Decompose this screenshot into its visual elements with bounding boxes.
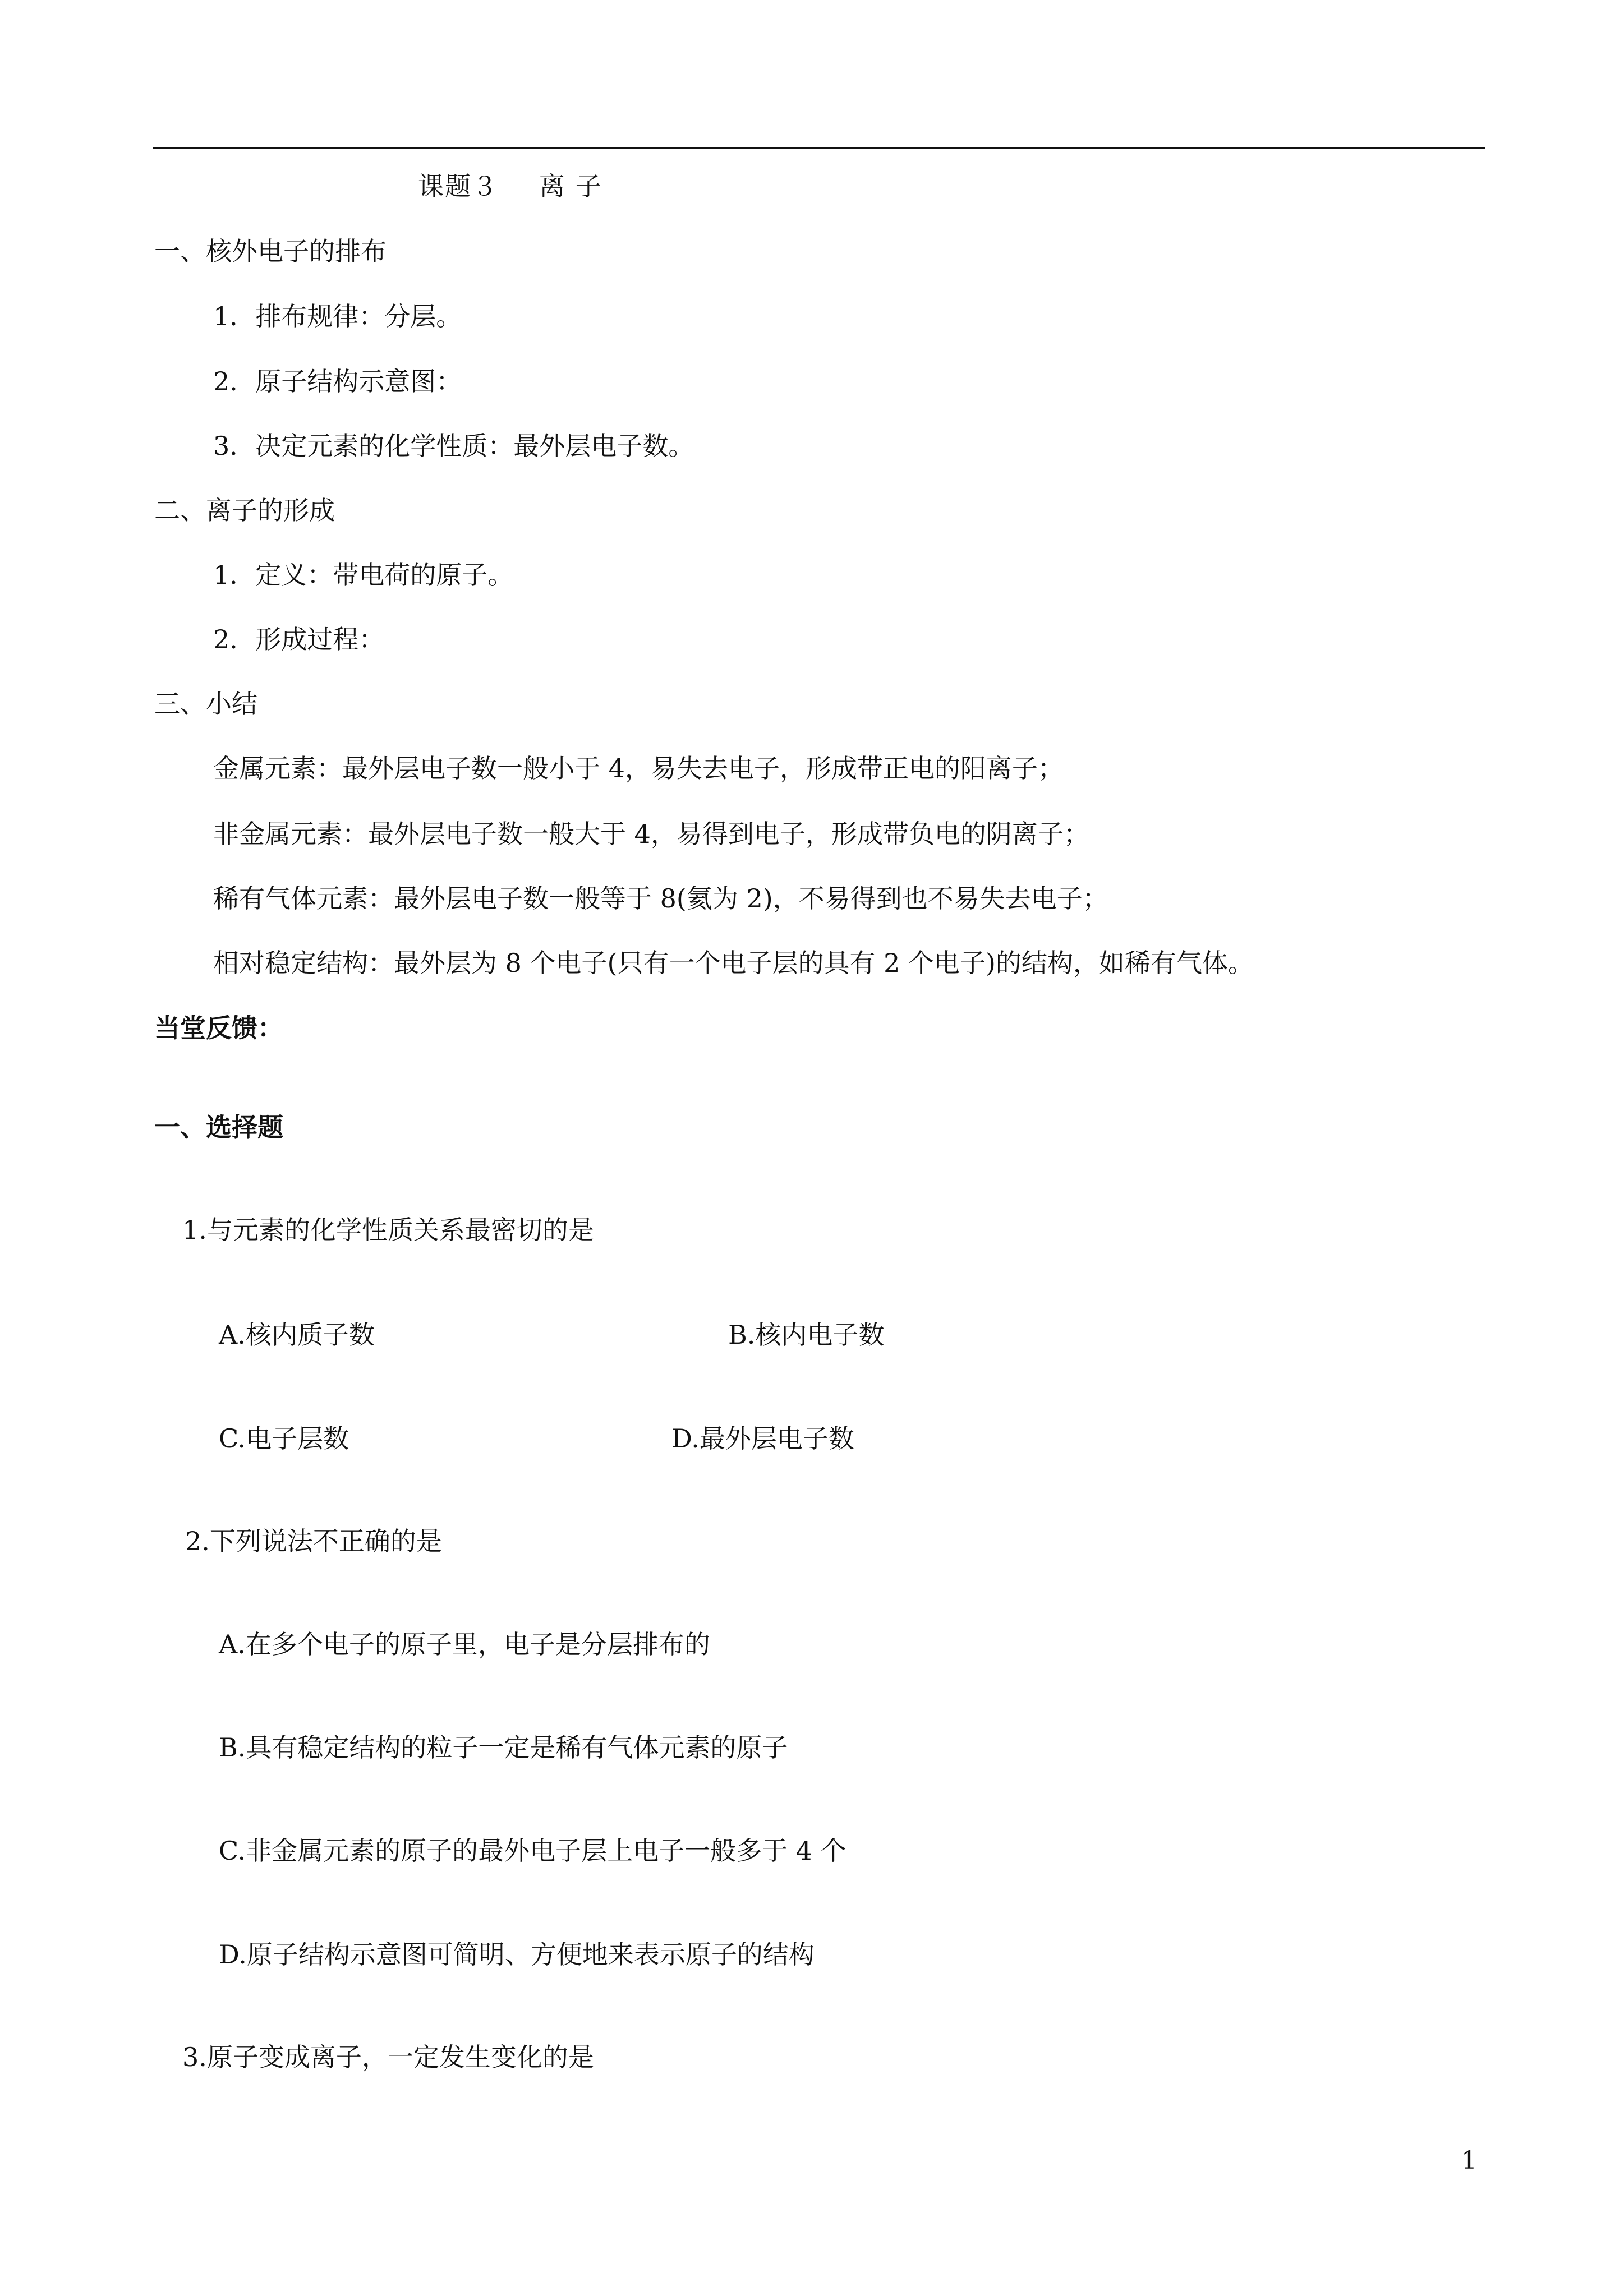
- question-2-option-c: C.非金属元素的原子的最外电子层上电子一般多于 4 个: [219, 1836, 846, 1866]
- page-number: 1: [1461, 2146, 1477, 2175]
- question-1-option-d: D.最外层电子数: [671, 1423, 854, 1454]
- section-2-item-1: 1．定义：带电荷的原子。: [213, 560, 514, 590]
- title-prefix: 课题３: [418, 171, 499, 201]
- summary-stable-structure: 相对稳定结构：最外层为 8 个电子(只有一个电子层的具有 2 个电子)的结构，如稀有气体。: [213, 948, 1254, 978]
- question-2-stem: 2.下列说法不正确的是: [185, 1526, 442, 1556]
- section-1-item-2: 2．原子结构示意图：: [213, 366, 462, 397]
- question-3-stem: 3.原子变成离子，一定发生变化的是: [182, 2042, 594, 2072]
- section-1-item-3: 3．决定元素的化学性质：最外层电子数。: [213, 431, 694, 461]
- section-heading-3: 三、小结: [154, 689, 257, 719]
- question-1-option-a: A.核内质子数: [219, 1320, 375, 1350]
- question-2-option-b: B.具有稳定结构的粒子一定是稀有气体元素的原子: [219, 1732, 788, 1763]
- title-main: 离 子: [539, 171, 602, 201]
- page-title: [418, 169, 602, 203]
- section-heading-1: 一、核外电子的排布: [154, 236, 387, 266]
- question-1-option-b: B.核内电子数: [728, 1320, 885, 1350]
- summary-nonmetal: 非金属元素：最外层电子数一般大于 4，易得到电子，形成带负电的阴离子；: [213, 819, 1089, 849]
- section-2-item-2: 2．形成过程：: [213, 624, 385, 654]
- feedback-heading: 当堂反馈：: [154, 1013, 283, 1043]
- summary-noble-gas: 稀有气体元素：最外层电子数一般等于 8(氦为 2)，不易得到也不易失去电子；: [213, 883, 1108, 914]
- question-2-option-d: D.原子结构示意图可简明、方便地来表示原子的结构: [219, 1939, 815, 1970]
- question-1-option-c: C.电子层数: [219, 1423, 349, 1454]
- summary-metal: 金属元素：最外层电子数一般小于 4，易失去电子，形成带正电的阳离子；: [213, 753, 1064, 783]
- question-1-stem: 1.与元素的化学性质关系最密切的是: [182, 1215, 594, 1245]
- question-2-option-a: A.在多个电子的原子里，电子是分层排布的: [219, 1629, 710, 1659]
- section-heading-2: 二、离子的形成: [154, 495, 335, 525]
- multiple-choice-heading: 一、选择题: [154, 1112, 283, 1142]
- header-rule: [153, 147, 1485, 149]
- section-1-item-1: 1．排布规律：分层。: [213, 301, 462, 331]
